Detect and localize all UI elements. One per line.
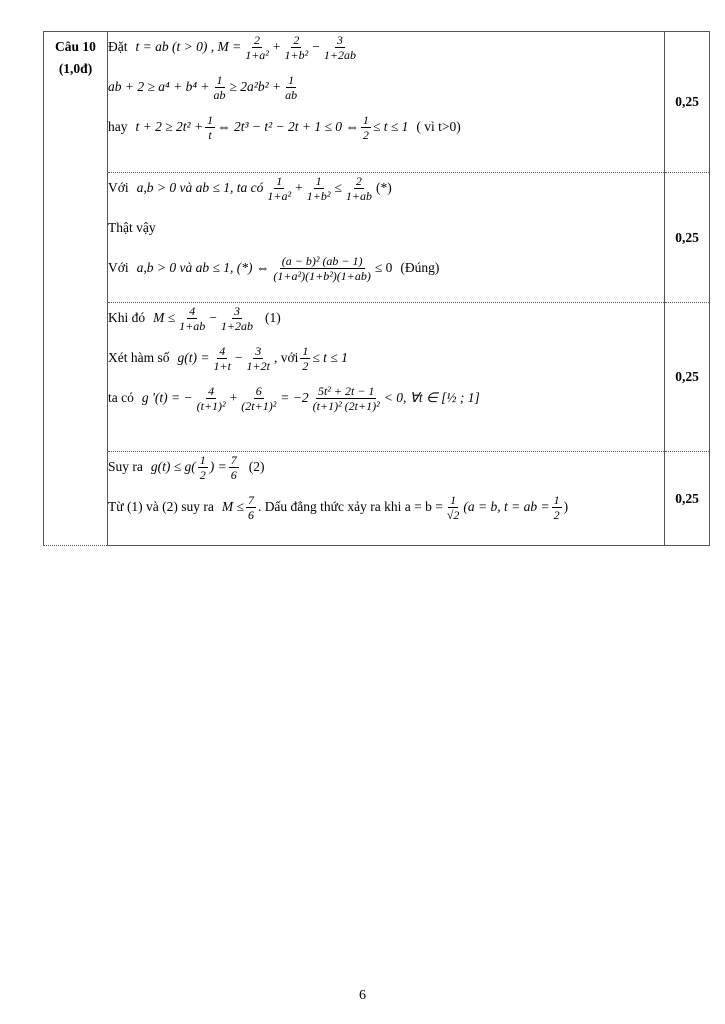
grading-table	[43, 31, 710, 546]
fraction	[283, 33, 311, 62]
math: g '(t) = −	[141, 390, 193, 405]
math: M ≤	[221, 499, 244, 514]
fraction	[219, 304, 255, 333]
fraction	[300, 344, 310, 373]
text: , với	[273, 350, 299, 365]
label: (*)	[375, 180, 392, 195]
text: Đặt	[108, 39, 128, 54]
operator: ≤ 0	[374, 260, 393, 275]
denominator: 2	[302, 358, 309, 373]
section-4-line-2	[108, 492, 664, 522]
text: Với	[108, 260, 129, 275]
math: ≤ t ≤ 1	[312, 350, 348, 365]
denominator: ab	[213, 87, 226, 102]
fraction	[305, 174, 333, 203]
fraction	[245, 344, 272, 373]
numerator: 2	[254, 32, 261, 47]
fraction	[177, 304, 207, 333]
section-3-content	[108, 303, 665, 452]
numerator: 7	[247, 492, 254, 507]
numerator: 1	[553, 492, 560, 507]
math: M ≤	[153, 310, 176, 325]
denominator: 1+b²	[284, 47, 309, 62]
question-label: Câu 10	[55, 39, 96, 54]
numerator: 6	[255, 383, 262, 398]
numerator: (a − b)² (ab − 1)	[281, 253, 363, 268]
math: ab + 2 ≥ a⁴ + b⁴ +	[108, 79, 210, 94]
denominator: (t+1)² (2t+1)²	[312, 398, 380, 413]
note: ( vì t>0)	[416, 119, 461, 134]
fraction	[239, 384, 278, 413]
operator: +	[272, 39, 281, 54]
text: Xét hàm số	[108, 350, 170, 365]
denominator: 1+2ab	[220, 318, 253, 333]
fraction	[311, 384, 382, 413]
section-1-line-3	[108, 112, 664, 142]
denominator: √2	[446, 507, 460, 522]
section-1-line-1	[108, 32, 664, 62]
page-number: 6	[359, 988, 366, 1003]
numerator: 1	[315, 173, 322, 188]
denominator: (t+1)²	[196, 398, 226, 413]
math: < 0, ∀t ∈ [½ ; 1]	[383, 390, 480, 405]
fraction	[283, 73, 299, 102]
text: Khi đó	[108, 310, 146, 325]
numerator: 1	[207, 112, 214, 127]
section-4-content	[108, 452, 665, 546]
section-2-line-3	[108, 253, 664, 283]
numerator: 4	[219, 343, 226, 358]
fraction	[552, 493, 562, 522]
math: t = ab (t > 0) , M =	[135, 39, 242, 54]
denominator: 1+a²	[245, 47, 269, 62]
math: ) =	[209, 459, 227, 474]
numerator: 3	[233, 303, 240, 318]
denominator: (1+a²)(1+b²)(1+ab)	[273, 268, 371, 283]
math: (a = b, t = ab =	[463, 499, 550, 514]
numerator: 4	[208, 383, 215, 398]
numerator: 3	[255, 343, 262, 358]
section-2-line-1	[108, 173, 664, 203]
section-3-line-3	[108, 383, 664, 413]
math: a,b > 0 và ab ≤ 1, (*) ⇔	[136, 260, 270, 275]
denominator: 6	[230, 467, 237, 482]
section-4-line-1	[108, 452, 664, 482]
fraction	[212, 73, 228, 102]
section-3-line-1	[108, 303, 664, 333]
denominator: 1+b²	[306, 188, 331, 203]
operator: −	[234, 350, 243, 365]
text: Thật vậy	[108, 220, 156, 235]
denominator: 1+2ab	[323, 47, 356, 62]
math: g(t) ≤ g(	[150, 459, 196, 474]
operator: +	[295, 180, 303, 195]
operator: +	[229, 390, 238, 405]
label: (1)	[265, 310, 281, 325]
section-4-score: 0,25	[665, 452, 710, 546]
numerator: 5t² + 2t − 1	[317, 383, 375, 398]
fraction	[246, 493, 256, 522]
denominator: 1+ab	[179, 318, 206, 333]
operator: −	[209, 310, 217, 325]
section-1-content	[108, 32, 665, 173]
numerator: 1	[450, 492, 457, 507]
section-2-content	[108, 173, 665, 303]
note: (Đúng)	[400, 260, 440, 275]
math: t + 2 ≥ 2t² +	[135, 119, 204, 134]
label: (2)	[248, 459, 265, 474]
section-2-line-2	[108, 213, 664, 243]
text: . Dấu đẳng thức xảy ra khi a = b =	[257, 499, 443, 514]
fraction	[361, 113, 371, 142]
question-cell	[44, 32, 108, 546]
fraction	[211, 344, 232, 373]
denominator: 2	[199, 467, 206, 482]
denominator: t	[208, 127, 212, 142]
question-points: (1,0đ)	[58, 61, 93, 76]
text: Suy ra	[108, 459, 143, 474]
numerator: 1	[288, 72, 295, 87]
fraction	[344, 174, 374, 203]
text: Từ (1) và (2) suy ra	[108, 499, 214, 514]
math: ≤ t ≤ 1	[372, 119, 409, 134]
math: ≥ 2a²b² +	[229, 79, 282, 94]
numerator: 1	[199, 452, 206, 467]
denominator: 1+a²	[267, 188, 292, 203]
denominator: 6	[247, 507, 254, 522]
numerator: 1	[302, 343, 309, 358]
section-1-line-2	[108, 72, 664, 102]
fraction	[445, 493, 462, 522]
numerator: 2	[355, 173, 362, 188]
denominator: 1+ab	[345, 188, 372, 203]
text: hay	[108, 119, 128, 134]
denominator: 2	[553, 507, 560, 522]
fraction	[271, 254, 372, 283]
math: g(t) =	[177, 350, 210, 365]
math: = −2	[280, 390, 309, 405]
numerator: 2	[293, 32, 300, 47]
operator: ≤	[334, 180, 342, 195]
section-3-score: 0,25	[665, 303, 710, 452]
denominator: 1+t	[213, 358, 231, 373]
fraction	[198, 453, 208, 482]
fraction	[195, 384, 228, 413]
fraction	[229, 453, 239, 482]
numerator: 1	[276, 173, 283, 188]
denominator: 1+2t	[246, 358, 270, 373]
fraction	[243, 33, 271, 62]
math: ⇔ 2t³ − t² − 2t + 1 ≤ 0 ⇔	[217, 119, 359, 134]
denominator: ab	[285, 87, 298, 102]
numerator: 1	[362, 112, 369, 127]
fraction	[205, 113, 215, 142]
operator: −	[312, 39, 320, 54]
math: a,b > 0 và ab ≤ 1, ta có	[136, 180, 264, 195]
denominator: 2	[362, 127, 369, 142]
text: )	[563, 499, 569, 514]
numerator: 4	[189, 303, 196, 318]
denominator: (2t+1)²	[241, 398, 277, 413]
section-1-score: 0,25	[665, 32, 710, 173]
section-2-score: 0,25	[665, 173, 710, 303]
numerator: 7	[230, 452, 237, 467]
fraction	[322, 33, 358, 62]
text: Với	[108, 180, 129, 195]
section-3-line-2	[108, 343, 664, 373]
numerator: 3	[336, 32, 343, 47]
fraction	[265, 174, 293, 203]
text: ta có	[108, 390, 134, 405]
numerator: 1	[216, 72, 223, 87]
